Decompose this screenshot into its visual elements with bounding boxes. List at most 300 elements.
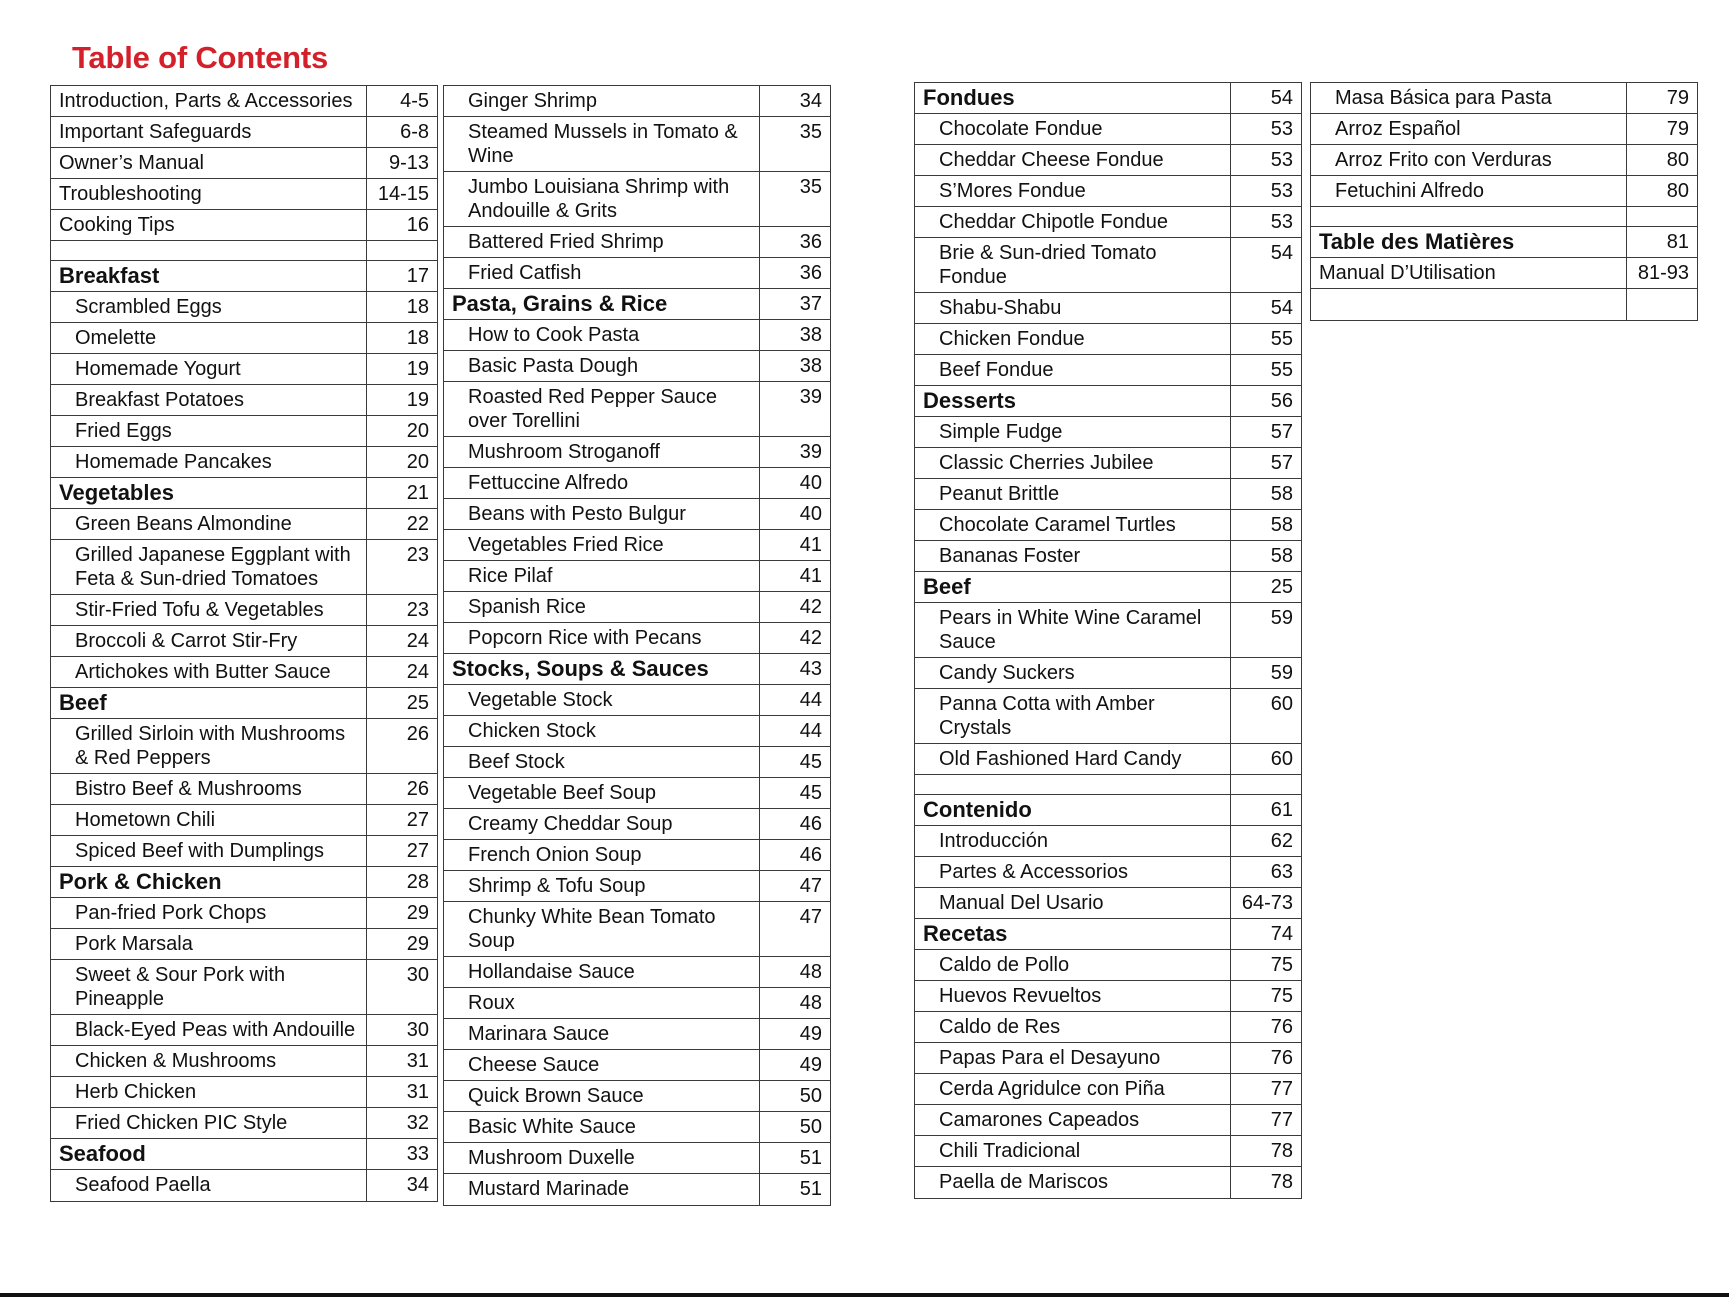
page-number [1231, 775, 1301, 794]
entry-title: Cerda Agridulce con Piña [915, 1074, 1231, 1104]
toc-entry-row [444, 468, 830, 499]
entry-title: Manual Del Usario [915, 888, 1231, 918]
entry-title: Grilled Japanese Eggplant with Feta & Sun-dried Tomatoes [51, 540, 367, 594]
entry-title [1311, 207, 1627, 226]
toc-entry-row [915, 1043, 1301, 1074]
toc-entry-row [1311, 258, 1697, 289]
toc-entry-row [51, 1170, 437, 1201]
toc-entry-row [915, 324, 1301, 355]
toc-entry-row [444, 957, 830, 988]
entry-title: Simple Fudge [915, 417, 1231, 447]
page-number: 51 [799, 1147, 822, 1169]
page-number: 14-15 [377, 183, 429, 205]
toc-entry-row [915, 689, 1301, 744]
page-number: 51 [799, 1178, 822, 1200]
page-number: 61 [1270, 799, 1293, 821]
entry-title: Hollandaise Sauce [444, 957, 760, 987]
page-number: 55 [1270, 359, 1293, 381]
page-number: 26 [406, 723, 429, 745]
toc-column-4 [1310, 82, 1698, 321]
entry-title: Arroz Frito con Verduras [1311, 145, 1627, 175]
page-number: 28 [406, 871, 429, 893]
entry-title: Beans with Pesto Bulgur [444, 499, 760, 529]
toc-entry-row [444, 871, 830, 902]
toc-entry-row [444, 1081, 830, 1112]
section-heading: Contenido [915, 795, 1231, 825]
entry-title: Homemade Yogurt [51, 354, 367, 384]
entry-title: Basic Pasta Dough [444, 351, 760, 381]
entry-title: S’Mores Fondue [915, 176, 1231, 206]
toc-spacer-row [51, 241, 437, 261]
page-number: 54 [1270, 87, 1293, 109]
page-number: 39 [799, 441, 822, 463]
page-number: 44 [799, 720, 822, 742]
entry-title: Pan-fried Pork Chops [51, 898, 367, 928]
page-number: 29 [406, 902, 429, 924]
page-number: 47 [799, 875, 822, 897]
entry-title: Jumbo Louisiana Shrimp with Andouille & Grits [444, 172, 760, 226]
page-number: 37 [799, 293, 822, 315]
toc-entry-row [444, 1143, 830, 1174]
section-heading: Beef [915, 572, 1231, 602]
toc-entry-row [915, 950, 1301, 981]
entry-title: Vegetable Stock [444, 685, 760, 715]
toc-entry-row [915, 238, 1301, 293]
entry-title: Grilled Sirloin with Mushrooms & Red Peppers [51, 719, 367, 773]
entry-title: Roux [444, 988, 760, 1018]
page-number: 30 [406, 1019, 429, 1041]
page-number: 47 [799, 906, 822, 928]
page-number: 81-93 [1637, 262, 1689, 284]
entry-title: Battered Fried Shrimp [444, 227, 760, 257]
toc-entry-row [915, 1136, 1301, 1167]
entry-title [51, 241, 367, 260]
section-heading: Fondues [915, 83, 1231, 113]
toc-entry-row [51, 86, 437, 117]
toc-column-1 [50, 85, 438, 1202]
page-number: 46 [799, 813, 822, 835]
toc-section-row [51, 688, 437, 719]
toc-entry-row [51, 179, 437, 210]
page-number: 34 [799, 90, 822, 112]
section-heading: Desserts [915, 386, 1231, 416]
page-number: 79 [1666, 87, 1689, 109]
entry-title: Seafood Paella [51, 1170, 367, 1201]
section-heading: Table des Matières [1311, 227, 1627, 257]
entry-title: Important Safeguards [51, 117, 367, 147]
entry-title: Vegetables Fried Rice [444, 530, 760, 560]
page-number: 60 [1270, 748, 1293, 770]
toc-entry-row [51, 595, 437, 626]
page-number: 81 [1666, 231, 1689, 253]
entry-title: Fried Chicken PIC Style [51, 1108, 367, 1138]
page-number: 54 [1270, 297, 1293, 319]
entry-title: Spiced Beef with Dumplings [51, 836, 367, 866]
entry-title: Chicken Stock [444, 716, 760, 746]
entry-title: Owner’s Manual [51, 148, 367, 178]
page-number: 53 [1270, 211, 1293, 233]
page-number: 62 [1270, 830, 1293, 852]
entry-title: Bananas Foster [915, 541, 1231, 571]
entry-title: Troubleshooting [51, 179, 367, 209]
entry-title: Arroz Español [1311, 114, 1627, 144]
entry-title: Introducción [915, 826, 1231, 856]
page-number: 80 [1666, 149, 1689, 171]
entry-title [1311, 289, 1627, 320]
entry-title: Broccoli & Carrot Stir-Fry [51, 626, 367, 656]
page-number: 35 [799, 176, 822, 198]
toc-entry-row [51, 292, 437, 323]
toc-entry-row [915, 603, 1301, 658]
page-number: 25 [406, 692, 429, 714]
toc-entry-row [51, 1077, 437, 1108]
page-number: 40 [799, 503, 822, 525]
page-number: 75 [1270, 954, 1293, 976]
page-number: 53 [1270, 180, 1293, 202]
toc-entry-row [915, 417, 1301, 448]
toc-entry-row [444, 716, 830, 747]
toc-entry-row [444, 258, 830, 289]
toc-entry-row [1311, 289, 1697, 320]
toc-section-row [51, 478, 437, 509]
entry-title: Marinara Sauce [444, 1019, 760, 1049]
entry-title: Cheddar Cheese Fondue [915, 145, 1231, 175]
page-number: 36 [799, 262, 822, 284]
page-number [1627, 207, 1697, 226]
toc-entry-row [444, 86, 830, 117]
toc-entry-row [51, 117, 437, 148]
toc-entry-row [915, 981, 1301, 1012]
toc-entry-row [1311, 176, 1697, 207]
entry-title: Breakfast Potatoes [51, 385, 367, 415]
page-number: 34 [406, 1174, 429, 1196]
entry-title: Roasted Red Pepper Sauce over Torellini [444, 382, 760, 436]
page-number: 27 [406, 840, 429, 862]
page-number: 26 [406, 778, 429, 800]
toc-entry-row [51, 540, 437, 595]
toc-entry-row [444, 530, 830, 561]
section-heading: Breakfast [51, 261, 367, 291]
toc-entry-row [51, 805, 437, 836]
toc-entry-row [915, 176, 1301, 207]
entry-title: Artichokes with Butter Sauce [51, 657, 367, 687]
entry-title: Chunky White Bean Tomato Soup [444, 902, 760, 956]
toc-entry-row [51, 929, 437, 960]
toc-entry-row [51, 657, 437, 688]
section-heading: Beef [51, 688, 367, 718]
page-number: 63 [1270, 861, 1293, 883]
entry-title: Green Beans Almondine [51, 509, 367, 539]
page-number: 48 [799, 961, 822, 983]
toc-entry-row [915, 888, 1301, 919]
entry-title: Beef Fondue [915, 355, 1231, 385]
page-number: 18 [406, 327, 429, 349]
entry-title: Quick Brown Sauce [444, 1081, 760, 1111]
page-number: 75 [1270, 985, 1293, 1007]
entry-title: Chocolate Fondue [915, 114, 1231, 144]
page-number: 19 [406, 358, 429, 380]
page-number: 39 [799, 386, 822, 408]
page-number: 33 [406, 1143, 429, 1165]
toc-section-row [51, 867, 437, 898]
toc-section-row [444, 654, 830, 685]
toc-entry-row [915, 114, 1301, 145]
page-number: 20 [406, 451, 429, 473]
toc-entry-row [51, 836, 437, 867]
entry-title: Manual D’Utilisation [1311, 258, 1627, 288]
page-number: 25 [1270, 576, 1293, 598]
page-number: 76 [1270, 1047, 1293, 1069]
toc-entry-row [51, 898, 437, 929]
toc-entry-row [444, 1112, 830, 1143]
entry-title: Omelette [51, 323, 367, 353]
entry-title: Chocolate Caramel Turtles [915, 510, 1231, 540]
page-number: 31 [406, 1050, 429, 1072]
toc-entry-row [51, 1046, 437, 1077]
entry-title: Old Fashioned Hard Candy [915, 744, 1231, 774]
entry-title: Papas Para el Desayuno [915, 1043, 1231, 1073]
entry-title: Fried Catfish [444, 258, 760, 288]
page-number: 79 [1666, 118, 1689, 140]
entry-title: Stir-Fried Tofu & Vegetables [51, 595, 367, 625]
page-number: 43 [799, 658, 822, 680]
toc-entry-row [444, 117, 830, 172]
page-number: 74 [1270, 923, 1293, 945]
entry-title: Sweet & Sour Pork with Pineapple [51, 960, 367, 1014]
page-bottom-rule [0, 1293, 1729, 1297]
page-number: 21 [406, 482, 429, 504]
section-heading: Stocks, Soups & Sauces [444, 654, 760, 684]
page-number: 53 [1270, 118, 1293, 140]
page-number: 49 [799, 1054, 822, 1076]
entry-title: Popcorn Rice with Pecans [444, 623, 760, 653]
entry-title: Homemade Pancakes [51, 447, 367, 477]
entry-title: Fried Eggs [51, 416, 367, 446]
entry-title: Mushroom Stroganoff [444, 437, 760, 467]
entry-title: Partes & Accessorios [915, 857, 1231, 887]
entry-title: Pork Marsala [51, 929, 367, 959]
toc-section-row [1311, 227, 1697, 258]
entry-title: Masa Básica para Pasta [1311, 83, 1627, 113]
toc-entry-row [915, 826, 1301, 857]
entry-title [915, 775, 1231, 794]
page-number: 40 [799, 472, 822, 494]
page-number [367, 241, 437, 260]
page-number: 54 [1270, 242, 1293, 264]
toc-entry-row [444, 623, 830, 654]
toc-entry-row [444, 382, 830, 437]
page-number [1627, 289, 1697, 320]
entry-title: Steamed Mussels in Tomato & Wine [444, 117, 760, 171]
page-number: 35 [799, 121, 822, 143]
page-number: 55 [1270, 328, 1293, 350]
entry-title: Shrimp & Tofu Soup [444, 871, 760, 901]
page-number: 57 [1270, 421, 1293, 443]
page-number: 23 [406, 544, 429, 566]
toc-entry-row [51, 1015, 437, 1046]
page-number: 53 [1270, 149, 1293, 171]
entry-title: Spanish Rice [444, 592, 760, 622]
entry-title: Bistro Beef & Mushrooms [51, 774, 367, 804]
toc-entry-row [444, 320, 830, 351]
entry-title: Huevos Revueltos [915, 981, 1231, 1011]
page-number: 17 [406, 265, 429, 287]
toc-entry-row [51, 1108, 437, 1139]
entry-title: Shabu-Shabu [915, 293, 1231, 323]
entry-title: Fetuchini Alfredo [1311, 176, 1627, 206]
page-number: 18 [406, 296, 429, 318]
toc-entry-row [915, 658, 1301, 689]
entry-title: Introduction, Parts & Accessories [51, 86, 367, 116]
toc-entry-row [444, 1174, 830, 1205]
page-number: 46 [799, 844, 822, 866]
page-number: 57 [1270, 452, 1293, 474]
toc-section-row [51, 261, 437, 292]
toc-entry-row [915, 857, 1301, 888]
toc-entry-row [915, 145, 1301, 176]
section-heading: Pork & Chicken [51, 867, 367, 897]
page-number: 29 [406, 933, 429, 955]
toc-entry-row [51, 148, 437, 179]
toc-entry-row [444, 351, 830, 382]
toc-entry-row [444, 499, 830, 530]
entry-title: Pears in White Wine Caramel Sauce [915, 603, 1231, 657]
toc-section-row [915, 919, 1301, 950]
entry-title: Panna Cotta with Amber Crystals [915, 689, 1231, 743]
page-number: 58 [1270, 483, 1293, 505]
entry-title: Mushroom Duxelle [444, 1143, 760, 1173]
entry-title: Caldo de Pollo [915, 950, 1231, 980]
page-number: 32 [406, 1112, 429, 1134]
section-heading: Vegetables [51, 478, 367, 508]
toc-entry-row [915, 1012, 1301, 1043]
page-number: 44 [799, 689, 822, 711]
page-number: 56 [1270, 390, 1293, 412]
entry-title: Chicken Fondue [915, 324, 1231, 354]
entry-title: Brie & Sun-dried Tomato Fondue [915, 238, 1231, 292]
toc-entry-row [444, 437, 830, 468]
toc-entry-row [444, 1050, 830, 1081]
page-number: 41 [799, 565, 822, 587]
entry-title: Mustard Marinade [444, 1174, 760, 1205]
page-number: 24 [406, 630, 429, 652]
toc-entry-row [51, 323, 437, 354]
page-number: 27 [406, 809, 429, 831]
page-number: 42 [799, 627, 822, 649]
toc-entry-row [51, 626, 437, 657]
toc-entry-row [444, 561, 830, 592]
toc-entry-row [444, 747, 830, 778]
page-number: 23 [406, 599, 429, 621]
entry-title: Cheese Sauce [444, 1050, 760, 1080]
section-heading: Recetas [915, 919, 1231, 949]
toc-entry-row [915, 448, 1301, 479]
toc-entry-row [444, 778, 830, 809]
toc-entry-row [915, 510, 1301, 541]
page-number: 16 [406, 214, 429, 236]
toc-entry-row [1311, 83, 1697, 114]
toc-section-row [915, 83, 1301, 114]
entry-title: Peanut Brittle [915, 479, 1231, 509]
page-number: 38 [799, 355, 822, 377]
page-number: 49 [799, 1023, 822, 1045]
page-number: 64-73 [1241, 892, 1293, 914]
toc-spacer-row [915, 775, 1301, 795]
entry-title: Scrambled Eggs [51, 292, 367, 322]
toc-entry-row [915, 355, 1301, 386]
page-number: 45 [799, 782, 822, 804]
entry-title: Vegetable Beef Soup [444, 778, 760, 808]
toc-spacer-row [1311, 207, 1697, 227]
page-number: 78 [1270, 1171, 1293, 1193]
entry-title: Paella de Mariscos [915, 1167, 1231, 1198]
toc-entry-row [51, 385, 437, 416]
entry-title: Ginger Shrimp [444, 86, 760, 116]
toc-entry-row [444, 227, 830, 258]
toc-entry-row [915, 744, 1301, 775]
toc-section-row [915, 795, 1301, 826]
entry-title: Chicken & Mushrooms [51, 1046, 367, 1076]
toc-entry-row [51, 354, 437, 385]
entry-title: Beef Stock [444, 747, 760, 777]
page-number: 36 [799, 231, 822, 253]
page-number: 38 [799, 324, 822, 346]
entry-title: Candy Suckers [915, 658, 1231, 688]
page-number: 48 [799, 992, 822, 1014]
page-number: 78 [1270, 1140, 1293, 1162]
entry-title: Creamy Cheddar Soup [444, 809, 760, 839]
entry-title: Cooking Tips [51, 210, 367, 240]
entry-title: Cheddar Chipotle Fondue [915, 207, 1231, 237]
page-number: 4-5 [400, 90, 429, 112]
page-number: 50 [799, 1085, 822, 1107]
toc-entry-row [51, 416, 437, 447]
page-number: 9-13 [388, 152, 429, 174]
toc-entry-row [444, 1019, 830, 1050]
entry-title: Camarones Capeados [915, 1105, 1231, 1135]
toc-entry-row [51, 210, 437, 241]
toc-entry-row [444, 809, 830, 840]
entry-title: Classic Cherries Jubilee [915, 448, 1231, 478]
toc-entry-row [1311, 145, 1697, 176]
toc-entry-row [51, 509, 437, 540]
page-number: 22 [406, 513, 429, 535]
page-number: 6-8 [400, 121, 429, 143]
page-number: 58 [1270, 545, 1293, 567]
section-heading: Pasta, Grains & Rice [444, 289, 760, 319]
toc-entry-row [444, 172, 830, 227]
entry-title: Hometown Chili [51, 805, 367, 835]
toc-column-2 [443, 85, 831, 1206]
entry-title: Chili Tradicional [915, 1136, 1231, 1166]
page-number: 80 [1666, 180, 1689, 202]
entry-title: Basic White Sauce [444, 1112, 760, 1142]
toc-entry-row [915, 293, 1301, 324]
page-number: 76 [1270, 1016, 1293, 1038]
page-number: 30 [406, 964, 429, 986]
toc-entry-row [915, 1105, 1301, 1136]
page-number: 31 [406, 1081, 429, 1103]
toc-entry-row [1311, 114, 1697, 145]
toc-column-3 [914, 82, 1302, 1199]
section-heading: Seafood [51, 1139, 367, 1169]
entry-title: French Onion Soup [444, 840, 760, 870]
toc-entry-row [444, 592, 830, 623]
page-title: Table of Contents [72, 40, 329, 75]
page-number: 77 [1270, 1109, 1293, 1131]
entry-title: How to Cook Pasta [444, 320, 760, 350]
toc-section-row [51, 1139, 437, 1170]
